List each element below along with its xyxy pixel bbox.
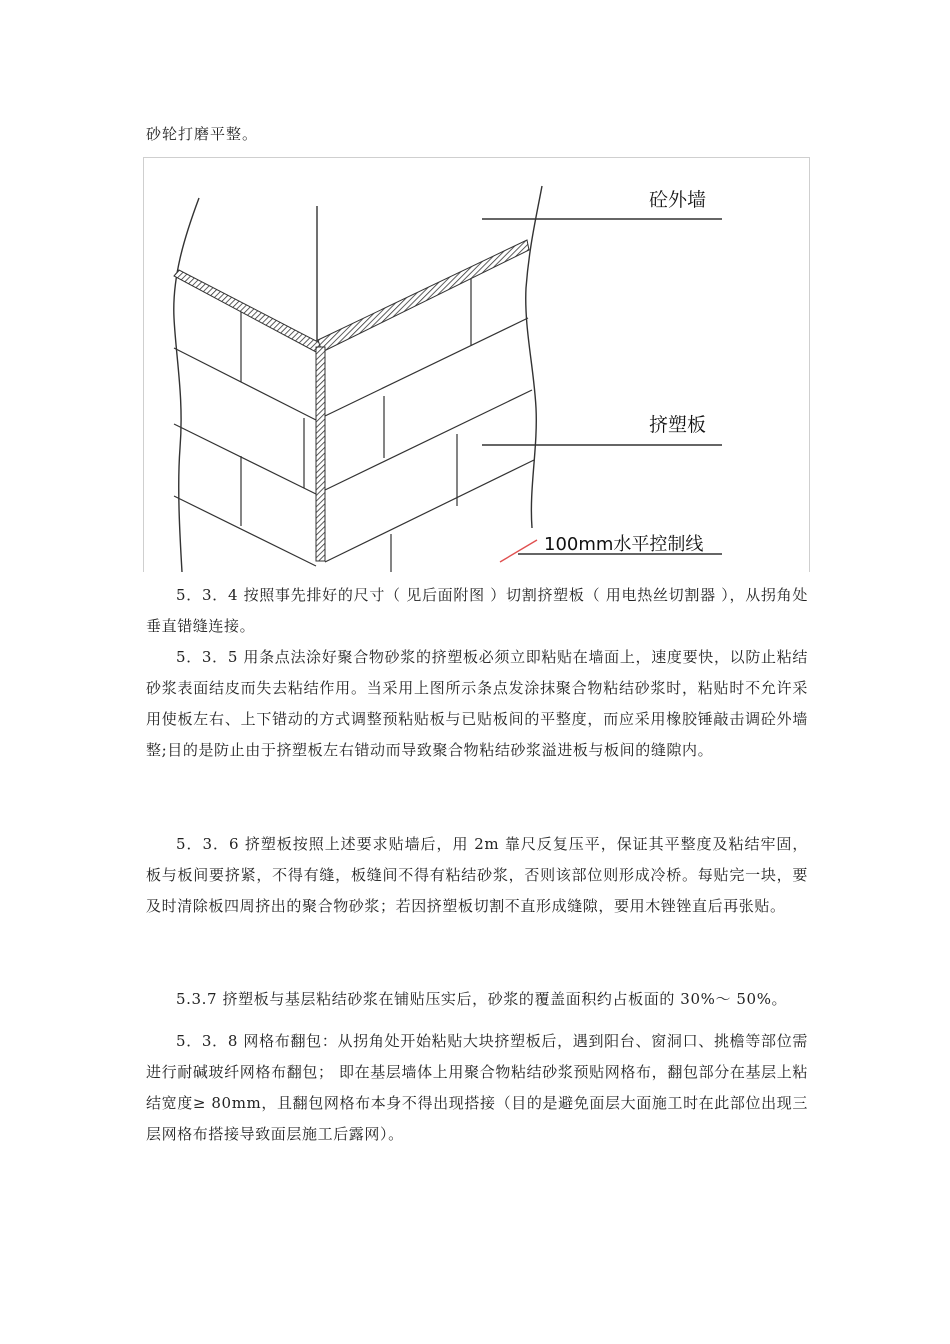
paragraph-535 bbox=[146, 642, 808, 766]
paragraph-534-text: 5．3．4 按照事先排好的尺寸（ 见后面附图 ）切割挤塑板（ 用电热丝切割器 ），从拐角处垂直错缝连接。 bbox=[146, 586, 808, 635]
label-control-line: 100mm水平控制线 bbox=[544, 534, 704, 555]
control-red-line bbox=[500, 540, 537, 562]
wall-diagram bbox=[143, 157, 810, 572]
paragraph-537-text: 5.3.7 挤塑板与基层粘结砂浆在铺贴压实后，砂浆的覆盖面积约占板面的 30%～ 50%。 bbox=[176, 990, 788, 1008]
top-text-line: 砂轮打磨平整。 bbox=[146, 125, 259, 143]
wall-diagram-svg bbox=[144, 158, 809, 572]
paragraph-536 bbox=[146, 829, 808, 922]
right-mortar-strip bbox=[318, 240, 529, 352]
corner-mortar-strip bbox=[316, 347, 325, 561]
paragraph-538-text: 5．3．8 网格布翻包：从拐角处开始粘贴大块挤塑板后，遇到阳台、窗洞口、挑檐等部位需进行耐碱玻纤网格布翻包； 即在基层墙体上用聚合物粘结砂浆预贴网格布，翻包部分在基层上粘结宽度≥ 80mm，且翻包网格布本身不得出现搭接（目的是避免面层大面施工时在此部位出现三层网格布搭接导致面层施工后露网）。 bbox=[146, 1032, 808, 1143]
left-board-courses bbox=[174, 312, 316, 566]
right-break-line bbox=[526, 186, 542, 528]
label-concrete-wall: 砼外墙 bbox=[649, 189, 707, 211]
paragraph-535-text: 5．3．5 用条点法涂好聚合物砂浆的挤塑板必须立即粘贴在墙面上，速度要快，以防止粘结砂浆表面结皮而失去粘结作用。当采用上图所示条点发涂抹聚合物粘结砂浆时，粘贴时不允许采用使板左右、上下错动的方式调整预粘贴板与已贴板间的平整度，而应采用橡胶锤敲击调砼外墙整;目的是防止由于挤塑板左右错动而导致聚合物粘结砂浆溢进板与板间的缝隙内。 bbox=[146, 648, 808, 759]
paragraph-537 bbox=[146, 984, 808, 1015]
paragraph-536-text: 5．3．6 挤塑板按照上述要求贴墙后，用 2m 靠尺反复压平，保证其平整度及粘结牢固，板与板间要挤紧，不得有缝，板缝间不得有粘结砂浆，否则该部位则形成冷桥。每贴完一块，要及时清除板四周挤出的聚合物砂浆；若因挤塑板切割不直形成缝隙，要用木锉锉直后再张贴。 bbox=[146, 835, 808, 915]
paragraph-538 bbox=[146, 1026, 808, 1150]
left-mortar-strip bbox=[174, 270, 322, 352]
left-break-line bbox=[174, 198, 199, 572]
paragraph-534 bbox=[146, 580, 808, 642]
label-xps-board: 挤塑板 bbox=[649, 414, 707, 436]
